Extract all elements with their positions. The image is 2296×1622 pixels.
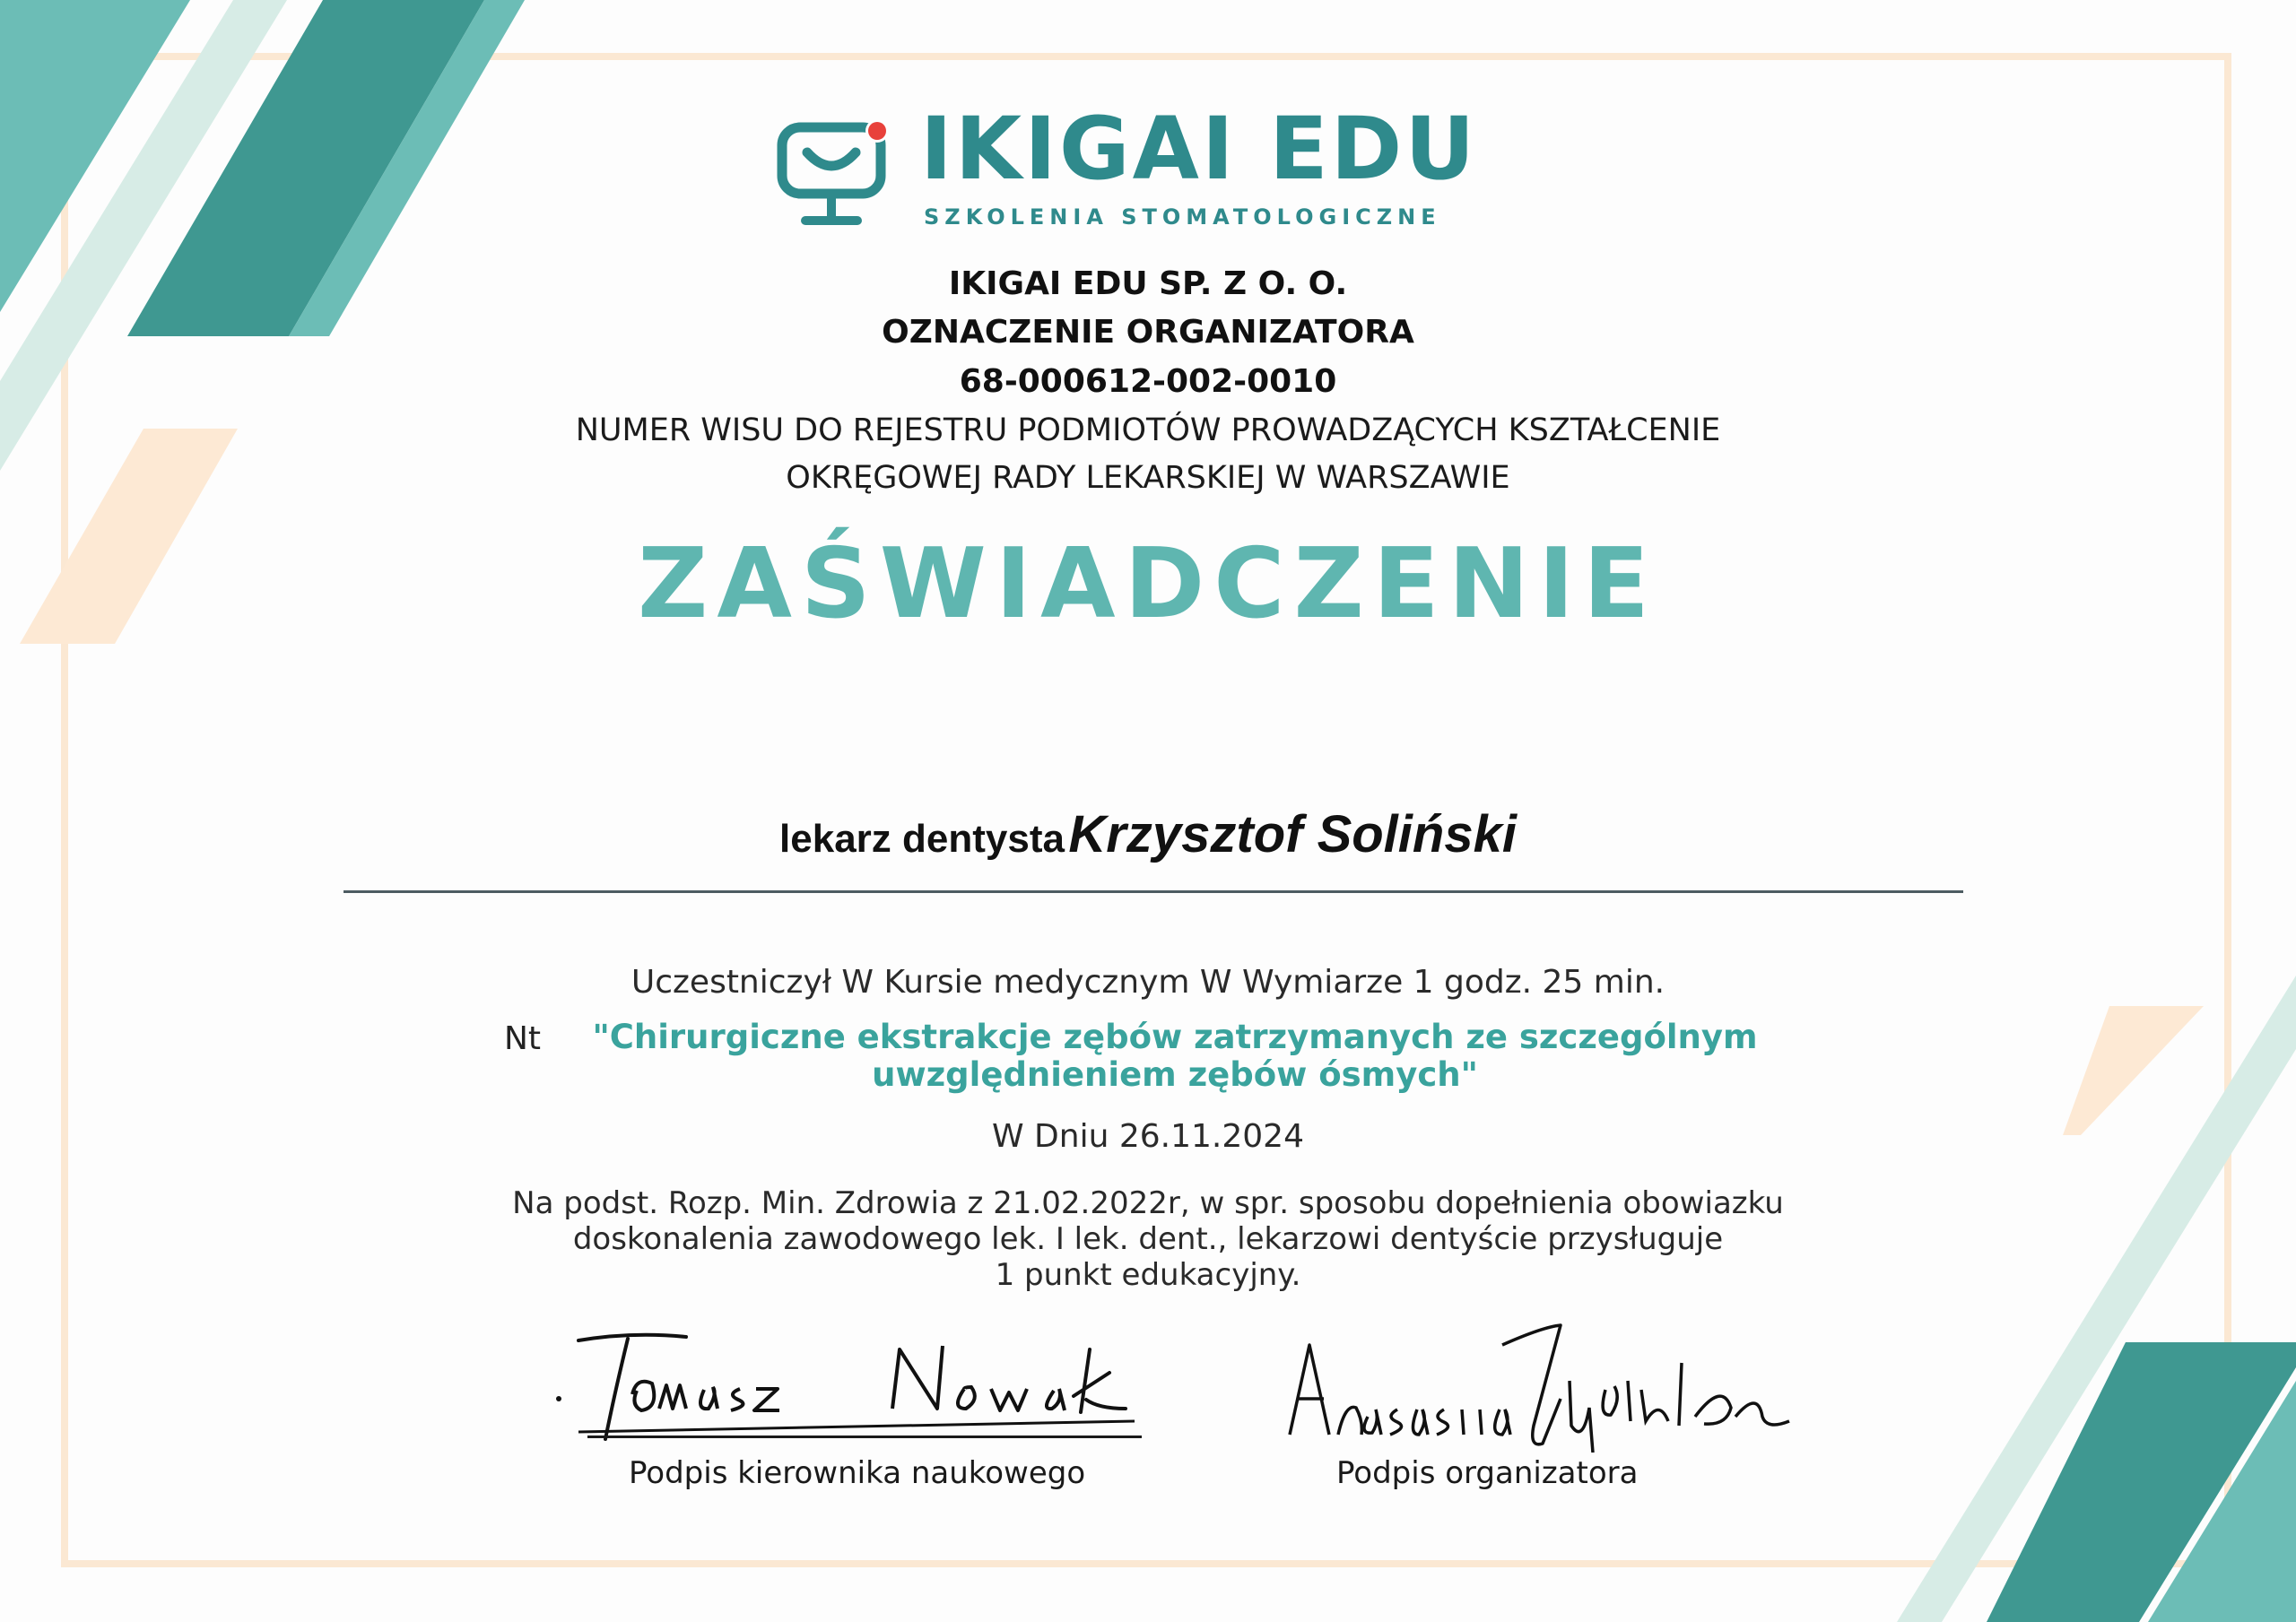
legal-basis [0, 1185, 2296, 1293]
topic-prefix: Nt [504, 1020, 542, 1057]
legal-line-2: doskonalenia zawodowego lek. I lek. dent., lekarzowi dentyście przysługuje [572, 1221, 1724, 1257]
monitor-smile-icon [777, 117, 893, 230]
document-title: ZAŚWIADCZENIE [638, 528, 1658, 640]
organizer-designation-label: OZNACZENIE ORGANIZATORA [882, 314, 1414, 351]
legal-line-1: Na podst. Rozp. Min. Zdrowia z 21.02.2022r, w spr. sposobu dopełnienia obowiazku [512, 1185, 1784, 1221]
organizer-designation-number: 68-000612-002-0010 [959, 363, 1337, 400]
logo-title: IKIGAI EDU [920, 99, 1478, 199]
signature-organizer [1274, 1309, 1794, 1453]
stripe-right-peach [2063, 1006, 2204, 1135]
signature-label-left: Podpis kierownika naukowego [629, 1455, 1086, 1491]
signature-scientific-director [552, 1323, 1144, 1453]
legal-line-3: 1 punkt edukacyjny. [995, 1257, 1301, 1293]
course-participation: Uczestniczył W Kursie medycznym W Wymiarze 1 godz. 25 min. [631, 964, 1665, 1001]
registry-line-2: OKRĘGOWEJ RADY LEKARSKIEJ W WARSZAWIE [786, 460, 1510, 496]
course-topic [538, 1019, 1812, 1094]
registry-line-1: NUMER WISU DO REJESTRU PODMIOTÓW PROWADZĄCYCH KSZTAŁCENIE [575, 412, 1721, 448]
recipient-name: Krzysztof Soliński [1068, 805, 1517, 863]
recipient-underline [344, 890, 1963, 893]
organizer-company: IKIGAI EDU SP. Z O. O. [948, 265, 1348, 302]
logo-subtitle: SZKOLENIA STOMATOLOGICZNE [924, 204, 1441, 230]
signature-line-left [587, 1436, 1142, 1438]
course-topic-line-1: "Chirurgiczne ekstrakcje zębów zatrzymanych ze szczególnym [592, 1018, 1758, 1056]
course-date: W Dniu 26.11.2024 [992, 1118, 1304, 1155]
course-topic-line-2: uwzględnieniem zębów ósmych" [872, 1055, 1478, 1094]
recipient-role: lekarz dentysta [779, 817, 1065, 861]
recipient [0, 805, 2296, 863]
signature-label-right: Podpis organizatora [1336, 1455, 1639, 1491]
